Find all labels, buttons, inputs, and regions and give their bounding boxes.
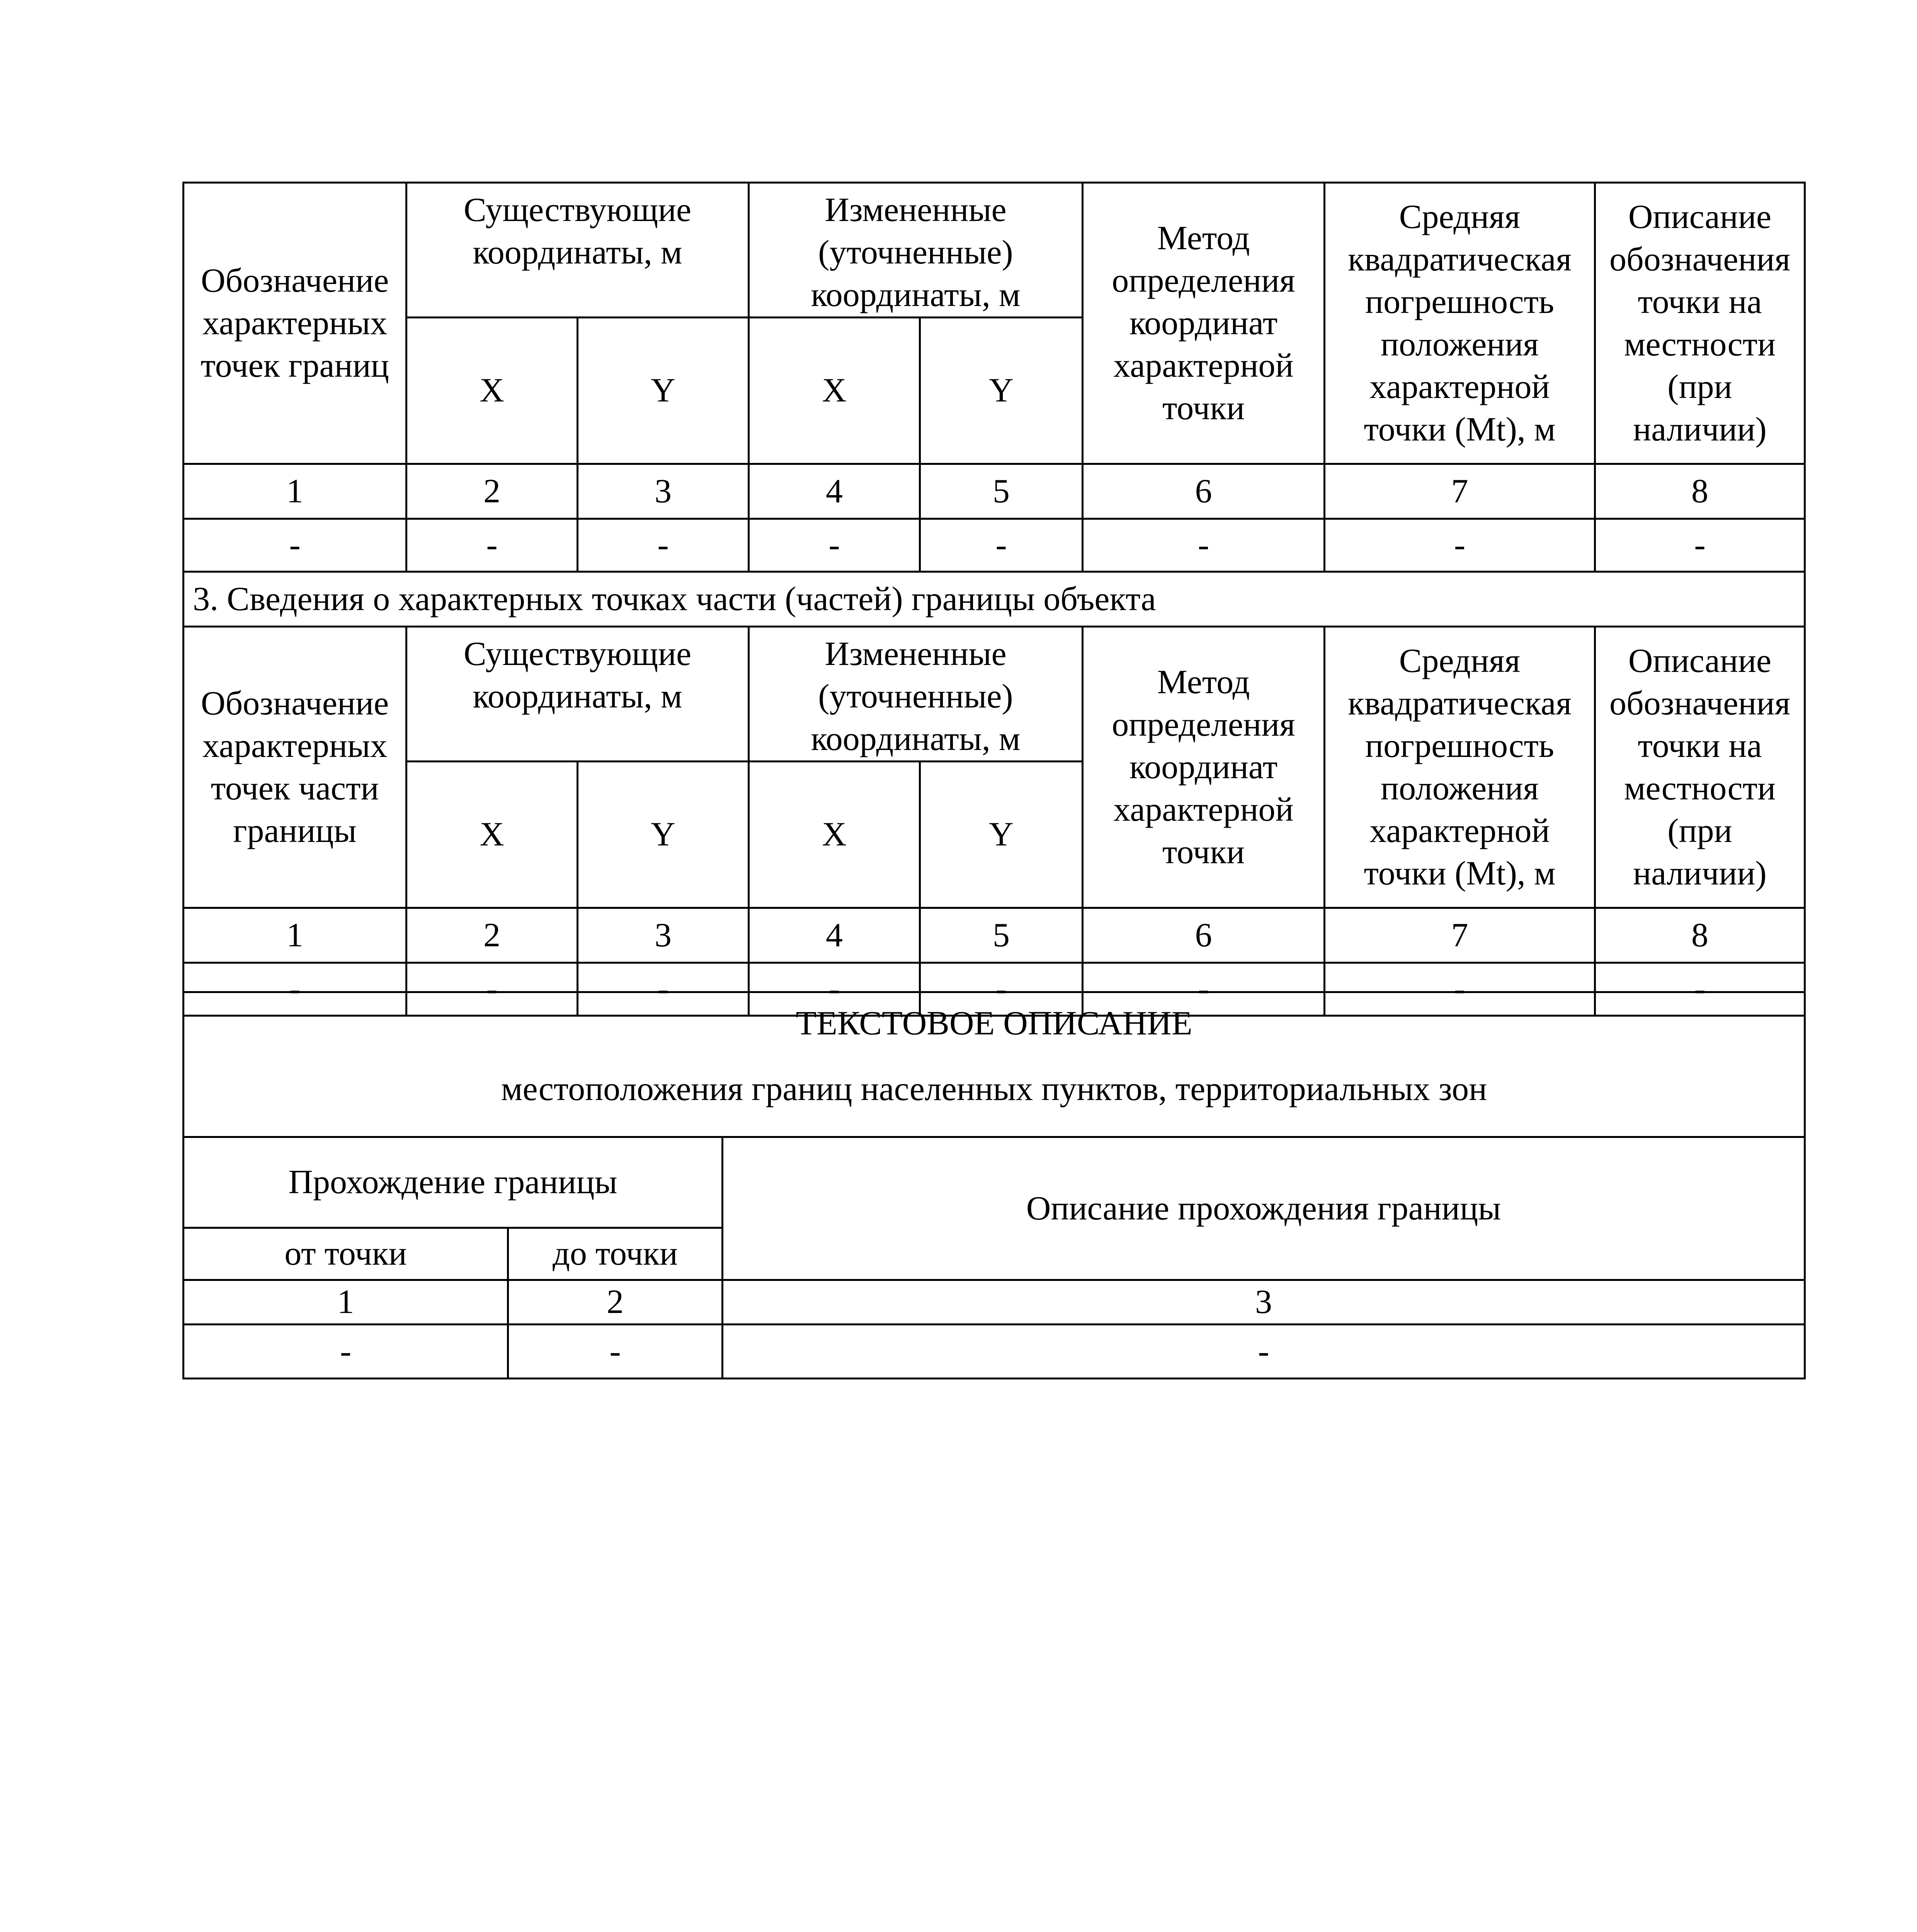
col-number: 6: [1083, 908, 1325, 963]
col-number: 3: [578, 908, 749, 963]
table-cell: -: [723, 1325, 1805, 1379]
col-number: 2: [407, 464, 578, 519]
header-changed-x: X: [749, 318, 920, 464]
col-number: 2: [407, 908, 578, 963]
table-cell: -: [749, 519, 920, 572]
table-row: [184, 519, 1805, 572]
col-number: 2: [508, 1280, 723, 1325]
header-changed-coords: Измененные (уточненные) координаты, м: [749, 183, 1083, 318]
table-cell: -: [1083, 519, 1325, 572]
table-cell: -: [920, 519, 1083, 572]
table-cell: -: [578, 963, 749, 1016]
header-existing-coords: Существующие координаты, м: [407, 627, 749, 762]
table-cell: -: [508, 1325, 723, 1379]
col-number: 5: [920, 464, 1083, 519]
table-cell: -: [407, 963, 578, 1016]
header-point-description: Описание обозначения точки на местности (при наличии): [1595, 627, 1805, 908]
header-point-description: Описание обозначения точки на местности (при наличии): [1595, 183, 1805, 464]
col-number: 1: [184, 464, 407, 519]
text-description-title: ТЕКСТОВОЕ ОПИСАНИЕ: [796, 1005, 1192, 1042]
coordinates-table: [182, 182, 1806, 1017]
header-changed-x: X: [749, 762, 920, 908]
boundary-description-table: [182, 991, 1806, 1379]
header-from-point: от точки: [184, 1228, 508, 1280]
header-boundary-description: Описание прохождения границы: [723, 1137, 1805, 1280]
header-changed-coords: Измененные (уточненные) координаты, м: [749, 627, 1083, 762]
col-number: 1: [184, 908, 407, 963]
header-existing-x: X: [407, 318, 578, 464]
column-numbers-row: [184, 908, 1805, 963]
table-row: [184, 1325, 1805, 1379]
header-existing-y: Y: [578, 762, 749, 908]
table-cell: -: [184, 1325, 508, 1379]
header-existing-x: X: [407, 762, 578, 908]
header-method: Метод определения координат характерной точки: [1083, 183, 1325, 464]
table-cell: -: [1595, 963, 1805, 1016]
header-mean-error: Средняя квадратическая погрешность положения характерной точки (Mt), м: [1325, 627, 1595, 908]
table-cell: -: [749, 963, 920, 1016]
header-existing-coords: Существующие координаты, м: [407, 183, 749, 318]
col-number: 1: [184, 1280, 508, 1325]
table-cell: -: [1595, 519, 1805, 572]
header-changed-y: Y: [920, 762, 1083, 908]
col-number: 5: [920, 908, 1083, 963]
table-cell: -: [184, 519, 407, 572]
text-description-subtitle: местоположения границ населенных пунктов, территориальных зон: [501, 1070, 1487, 1108]
header-changed-y: Y: [920, 318, 1083, 464]
col-number: 7: [1325, 464, 1595, 519]
col-number: 8: [1595, 908, 1805, 963]
table-cell: -: [1325, 519, 1595, 572]
col-number: 4: [749, 464, 920, 519]
table-cell: -: [1325, 963, 1595, 1016]
col-number: 3: [723, 1280, 1805, 1325]
header-boundary-passage: Прохождение границы: [184, 1137, 723, 1228]
table-cell: -: [578, 519, 749, 572]
table-cell: -: [407, 519, 578, 572]
table-cell: -: [184, 963, 407, 1016]
col-number: 3: [578, 464, 749, 519]
col-number: 4: [749, 908, 920, 963]
table-cell: -: [1083, 963, 1325, 1016]
header-existing-y: Y: [578, 318, 749, 464]
header-method: Метод определения координат характерной точки: [1083, 627, 1325, 908]
section-3-title: 3. Сведения о характерных точках части (частей) границы объекта: [184, 572, 1805, 627]
table-cell: -: [920, 963, 1083, 1016]
header-mean-error: Средняя квадратическая погрешность положения характерной точки (Mt), м: [1325, 183, 1595, 464]
header-designation-part: Обозначение характерных точек части границы: [184, 627, 407, 908]
col-number: 8: [1595, 464, 1805, 519]
col-number: 7: [1325, 908, 1595, 963]
column-numbers-row: [184, 464, 1805, 519]
header-designation: Обозначение характерных точек границ: [184, 183, 407, 464]
column-numbers-row: [184, 1280, 1805, 1325]
header-to-point: до точки: [508, 1228, 723, 1280]
text-description-block: [184, 992, 1805, 1137]
col-number: 6: [1083, 464, 1325, 519]
